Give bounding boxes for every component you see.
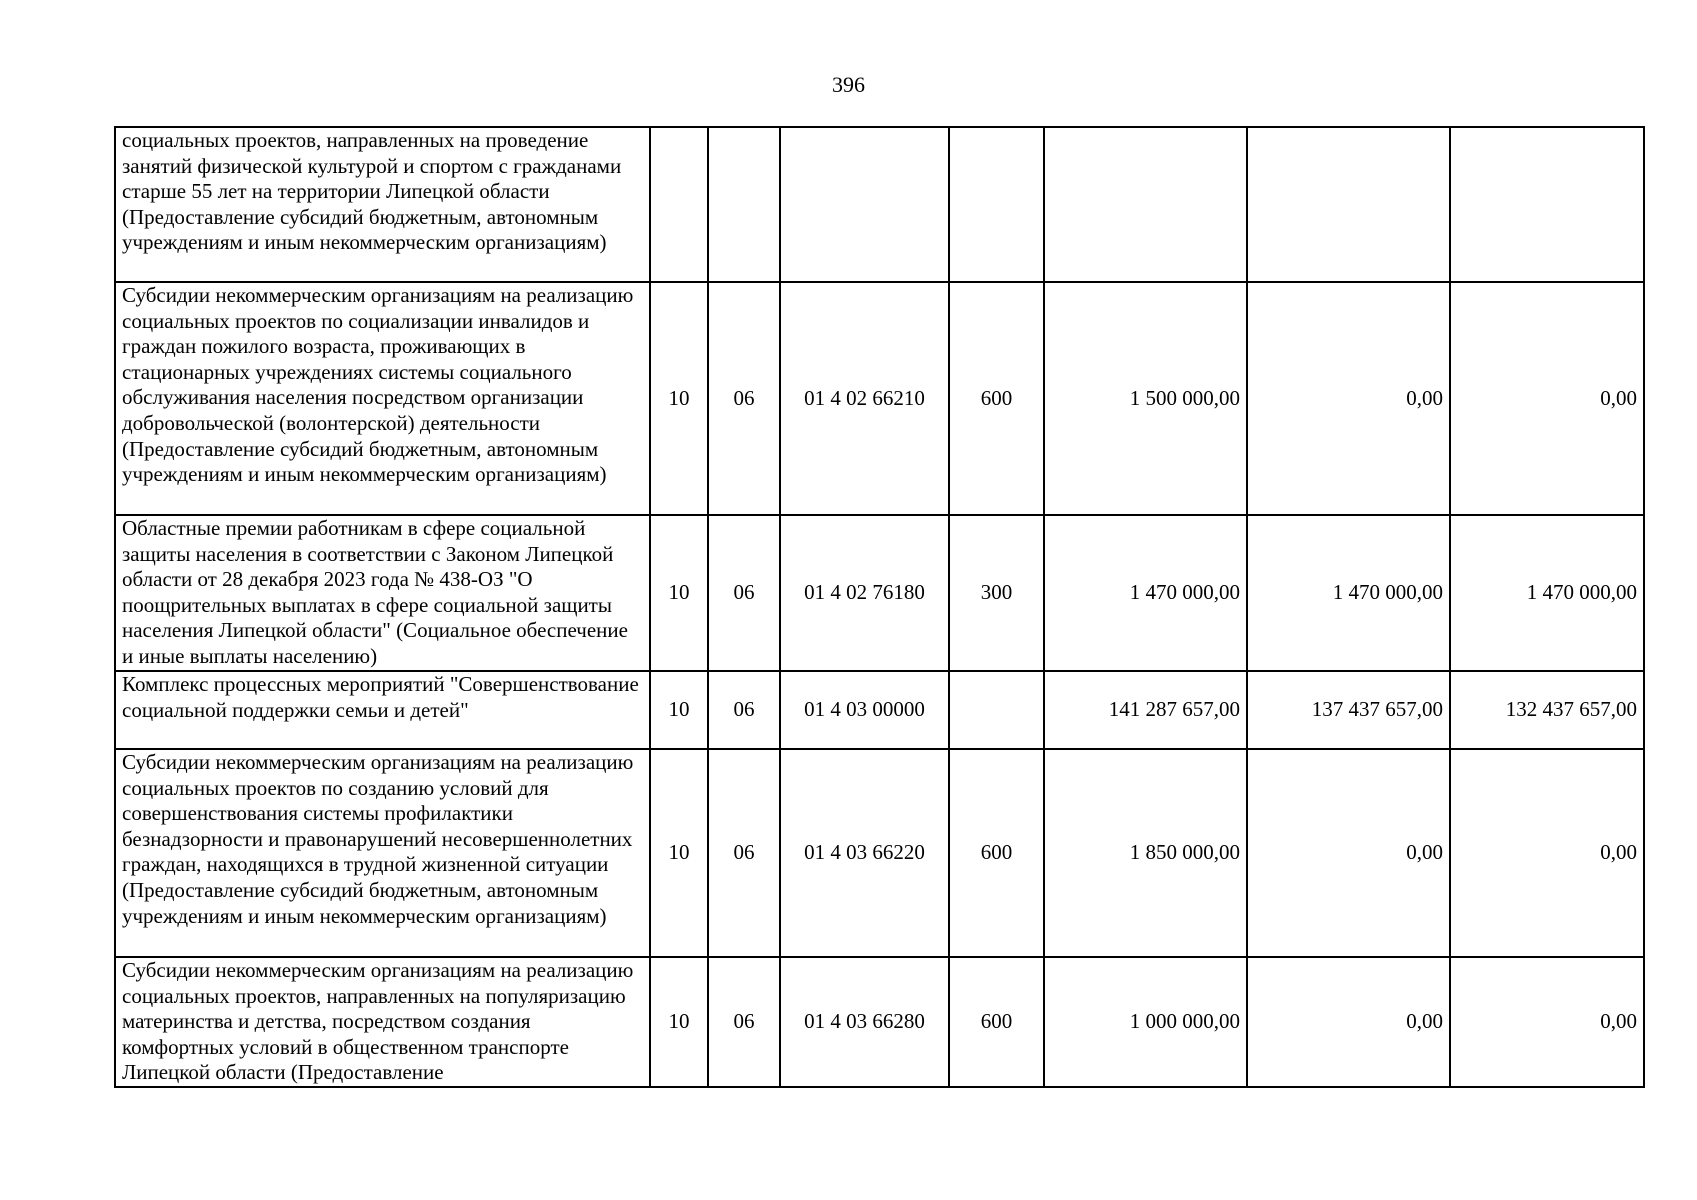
table-row [115, 282, 1644, 515]
table-row [115, 957, 1644, 1087]
target-article-code: 01 4 02 76180 [780, 515, 949, 671]
amount-year-3: 0,00 [1450, 749, 1644, 957]
amount-year-2: 1 470 000,00 [1247, 515, 1450, 671]
expense-type-code: 600 [949, 957, 1044, 1087]
amount-year-2: 0,00 [1247, 957, 1450, 1087]
amount-year-3: 0,00 [1450, 282, 1644, 515]
expense-description: Субсидии некоммерческим организациям на реализацию социальных проектов по созданию условий для совершенствования системы профилактики безнадзорности и правонарушений несовершеннолетних граждан, находящихся в трудной жизненной ситуации (Предоставление субсидий бюджетным, автономным учреждениям и иным некоммерческим организациям) [115, 749, 650, 957]
target-article-code: 01 4 03 66220 [780, 749, 949, 957]
section-code [650, 127, 708, 282]
amount-year-1: 1 000 000,00 [1044, 957, 1247, 1087]
amount-year-3: 0,00 [1450, 957, 1644, 1087]
page-number: 396 [832, 72, 865, 97]
section-code: 10 [650, 749, 708, 957]
amount-year-2: 137 437 657,00 [1247, 671, 1450, 749]
budget-table [114, 126, 1645, 1088]
subsection-code: 06 [708, 671, 780, 749]
target-article-code: 01 4 03 66280 [780, 957, 949, 1087]
table-row [115, 127, 1644, 282]
expense-description: Субсидии некоммерческим организациям на реализацию социальных проектов по социализации инвалидов и граждан пожилого возраста, проживающих в стационарных учреждениях системы социального обслуживания населения посредством организации добровольческой (волонтерской) деятельности (Предоставление субсидий бюджетным, автономным учреждениям и иным некоммерческим организациям) [115, 282, 650, 515]
amount-year-3: 1 470 000,00 [1450, 515, 1644, 671]
table-row [115, 671, 1644, 749]
amount-year-2: 0,00 [1247, 749, 1450, 957]
table-row [115, 749, 1644, 957]
amount-year-3: 132 437 657,00 [1450, 671, 1644, 749]
amount-year-1: 1 500 000,00 [1044, 282, 1247, 515]
expense-type-code: 600 [949, 282, 1044, 515]
amount-year-1 [1044, 127, 1247, 282]
amount-year-2: 0,00 [1247, 282, 1450, 515]
expense-type-code [949, 127, 1044, 282]
section-code: 10 [650, 282, 708, 515]
expense-description: Субсидии некоммерческим организациям на реализацию социальных проектов, направленных на популяризацию материнства и детства, посредством создания комфортных условий в общественном транспорте Липецкой области (Предоставление [115, 957, 650, 1087]
subsection-code: 06 [708, 282, 780, 515]
section-code: 10 [650, 671, 708, 749]
subsection-code: 06 [708, 957, 780, 1087]
subsection-code: 06 [708, 515, 780, 671]
expense-description: социальных проектов, направленных на проведение занятий физической культурой и спортом с гражданами старше 55 лет на территории Липецкой области (Предоставление субсидий бюджетным, автономным учреждениям и иным некоммерческим организациям) [115, 127, 650, 282]
expense-description: Комплекс процессных мероприятий "Совершенствование социальной поддержки семьи и детей" [115, 671, 650, 749]
target-article-code: 01 4 02 66210 [780, 282, 949, 515]
amount-year-1: 1 470 000,00 [1044, 515, 1247, 671]
target-article-code: 01 4 03 00000 [780, 671, 949, 749]
target-article-code [780, 127, 949, 282]
expense-type-code: 300 [949, 515, 1044, 671]
section-code: 10 [650, 515, 708, 671]
expense-type-code: 600 [949, 749, 1044, 957]
table-row [115, 515, 1644, 671]
amount-year-2 [1247, 127, 1450, 282]
amount-year-1: 141 287 657,00 [1044, 671, 1247, 749]
expense-description: Областные премии работникам в сфере социальной защиты населения в соответствии с Законом Липецкой области от 28 декабря 2023 года № 438-ОЗ "О поощрительных выплатах в сфере социальной защиты населения Липецкой области" (Социальное обеспечение и иные выплаты населению) [115, 515, 650, 671]
section-code: 10 [650, 957, 708, 1087]
subsection-code [708, 127, 780, 282]
expense-type-code [949, 671, 1044, 749]
amount-year-3 [1450, 127, 1644, 282]
amount-year-1: 1 850 000,00 [1044, 749, 1247, 957]
subsection-code: 06 [708, 749, 780, 957]
